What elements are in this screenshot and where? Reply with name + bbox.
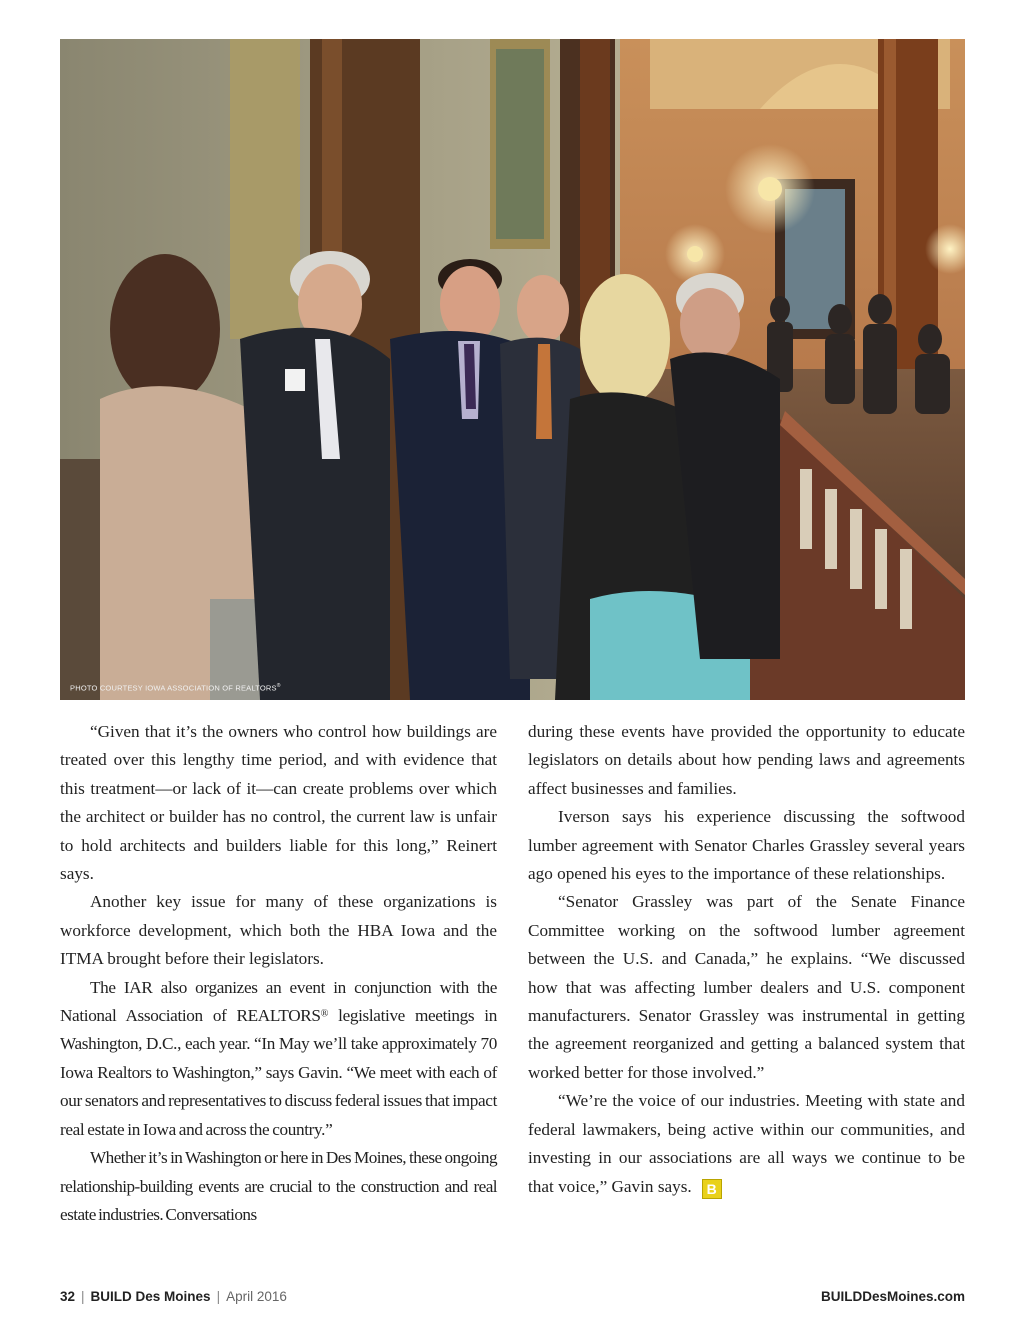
footer-separator: | — [216, 1289, 221, 1304]
paragraph-iar-washington — [60, 974, 497, 1144]
article-photo — [60, 39, 965, 700]
paragraph-conversations-cont: during these events have provided the opportunity to educate legislators on details about how pending laws and agreements affect businesses and families. — [528, 722, 965, 798]
paragraph-workforce: Another key issue for many of these organizations is workforce development, which both the HBA Iowa and the ITMA brought before their legislators. — [60, 892, 497, 969]
page-footer — [60, 1289, 965, 1307]
paragraph-relationship-events: Whether it’s in Washington or here in Des Moines, these ongoing relationship-building events are crucial to the construction and real estate industries. Conversations — [60, 1148, 497, 1224]
photo-credit — [70, 683, 281, 693]
article-end-mark-icon: B — [702, 1179, 722, 1199]
paragraph-iverson: Iverson says his experience discussing the softwood lumber agreement with Senator Charles Grassley several years ago opened his eyes to the importance of these relationships. — [528, 807, 965, 884]
paragraph-iar-text-a: The IAR also organizes an event in conjunction with the National Association of REALTORS — [60, 977, 497, 1026]
article-right-column — [528, 718, 965, 1201]
paragraph-reinert-quote: “Given that it’s the owners who control how buildings are treated over this lengthy time period, and with evidence that this treatment—or lack of it—can create problems over which the architect or builder has no control, the current law is unfair to hold architects and builders liable for this long,” Reinert says. — [60, 722, 497, 884]
paragraph-voice-text: “We’re the voice of our industries. Meeting with state and federal lawmakers, being active within our communities, and investing in our associations are all ways we continue to be that voice,” Gavin says. — [528, 1091, 965, 1196]
page-number: 32 — [60, 1289, 76, 1304]
registered-mark: ® — [320, 1008, 329, 1020]
photo-credit-mark: ® — [276, 682, 281, 689]
paragraph-grassley-quote: “Senator Grassley was part of the Senate Finance Committee working on the softwood lumber agreement between the U.S. and Canada,” he explains. “We discussed how that was affecting lumber dealers and U.S. component manufacturers. Senator Grassley was instrumental in getting the agreement reorganized and getting a balanced system that worked better for those involved.” — [528, 892, 965, 1082]
website-url[interactable]: BUILDDesMoines.com — [820, 1289, 965, 1304]
issue-date: April 2016 — [226, 1289, 287, 1304]
footer-folio — [60, 1289, 287, 1304]
paragraph-voice-quote — [528, 1087, 965, 1201]
magazine-name: BUILD Des Moines — [90, 1289, 211, 1304]
paragraph-iar-text-b: legislative meetings in Washington, D.C., each year. “In May we’ll take approximately 70 Iowa Realtors to Washington,” says Gavin. “We meet with each of our senators and representatives to discuss federal issues that impact real estate in Iowa and across the country.” — [60, 1006, 497, 1139]
photo-credit-text: PHOTO COURTESY IOWA ASSOCIATION OF REALTORS — [70, 683, 277, 692]
photo-illustration — [60, 39, 965, 700]
article-left-column — [60, 718, 497, 1229]
footer-separator: | — [81, 1289, 85, 1304]
